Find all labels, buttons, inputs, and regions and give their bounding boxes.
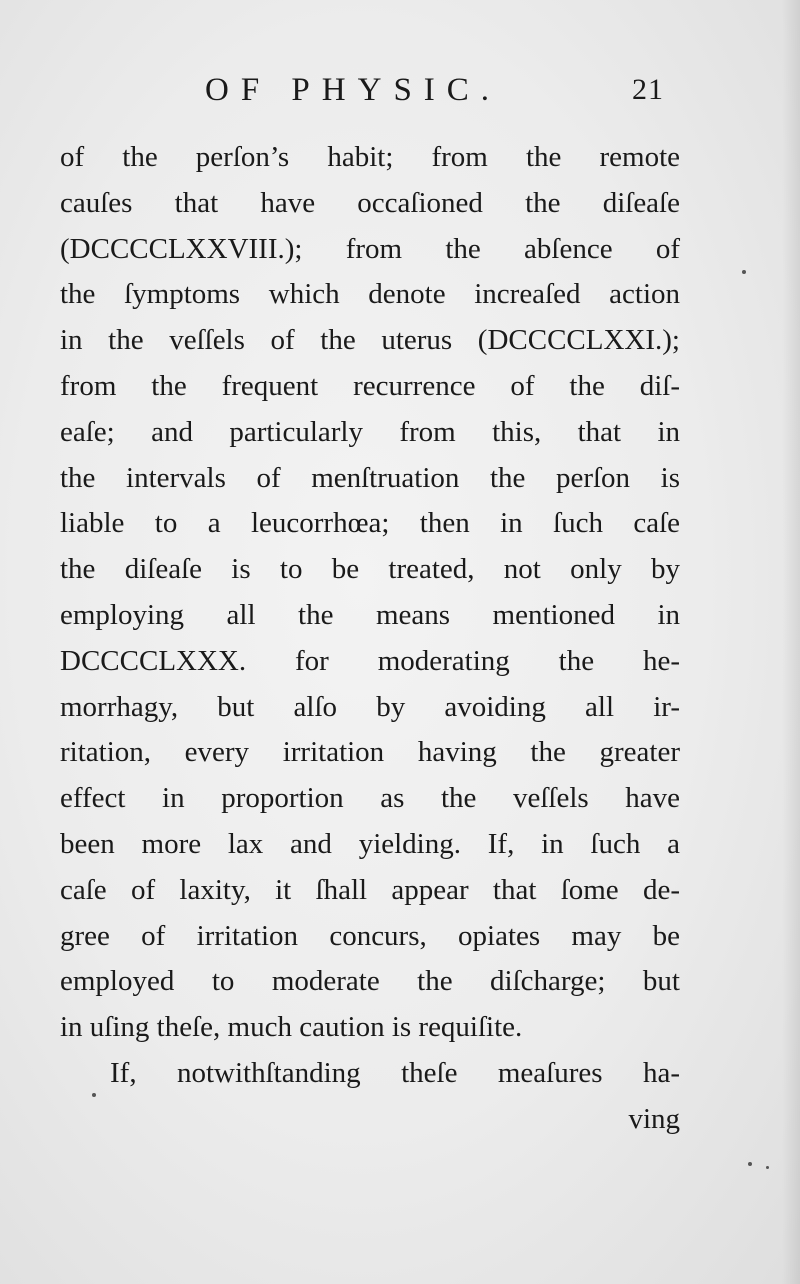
text-line: eaſe; and particularly from this, that in [60, 415, 680, 448]
paragraph-end-line: in uſing theſe, much caution is requiſite. [60, 1011, 523, 1044]
text-line: from the frequent recurrence of the diſ- [60, 369, 680, 402]
paper-speck [92, 1093, 96, 1097]
paragraph-start-line: If, notwithſtanding theſe meaſures ha- [110, 1056, 680, 1089]
text-line: caſe of laxity, it ſhall appear that ſome de- [60, 873, 680, 906]
text-line: cauſes that have occaſioned the diſeaſe [60, 186, 680, 219]
text-line: morrhagy, but alſo by avoiding all ir- [60, 690, 680, 723]
text-line: DCCCCLXXX. for moderating the he- [60, 644, 680, 677]
text-line: gree of irritation concurs, opiates may be [60, 919, 680, 952]
body-text [60, 135, 680, 1143]
text-line: of the perſon’s habit; from the remote [60, 141, 680, 173]
page-edge-shadow [782, 0, 800, 1284]
catchword: ving [628, 1102, 680, 1135]
page-number: 21 [632, 73, 664, 106]
running-head: OF PHYSIC. [205, 72, 502, 108]
text-line: (DCCCCLXXVIII.); from the abſence of [60, 232, 680, 265]
text-line: been more lax and yielding. If, in ſuch a [60, 827, 680, 860]
text-line: employed to moderate the diſcharge; but [60, 965, 680, 998]
text-line: in the veſſels of the uterus (DCCCCLXXI.); [60, 324, 680, 357]
paper-speck [742, 270, 746, 274]
page-header [0, 70, 800, 110]
text-line: employing all the means mentioned in [60, 598, 680, 631]
paper-speck [766, 1166, 769, 1169]
text-line: effect in proportion as the veſſels have [60, 782, 680, 815]
text-line: ritation, every irritation having the greater [60, 736, 680, 769]
text-line: the diſeaſe is to be treated, not only by [60, 553, 680, 586]
text-line: liable to a leucorrhœa; then in ſuch caſe [60, 507, 680, 540]
paper-speck [748, 1162, 752, 1166]
text-line: the ſymptoms which denote increaſed action [60, 278, 680, 311]
text-line: the intervals of menſtruation the perſon is [60, 461, 680, 494]
